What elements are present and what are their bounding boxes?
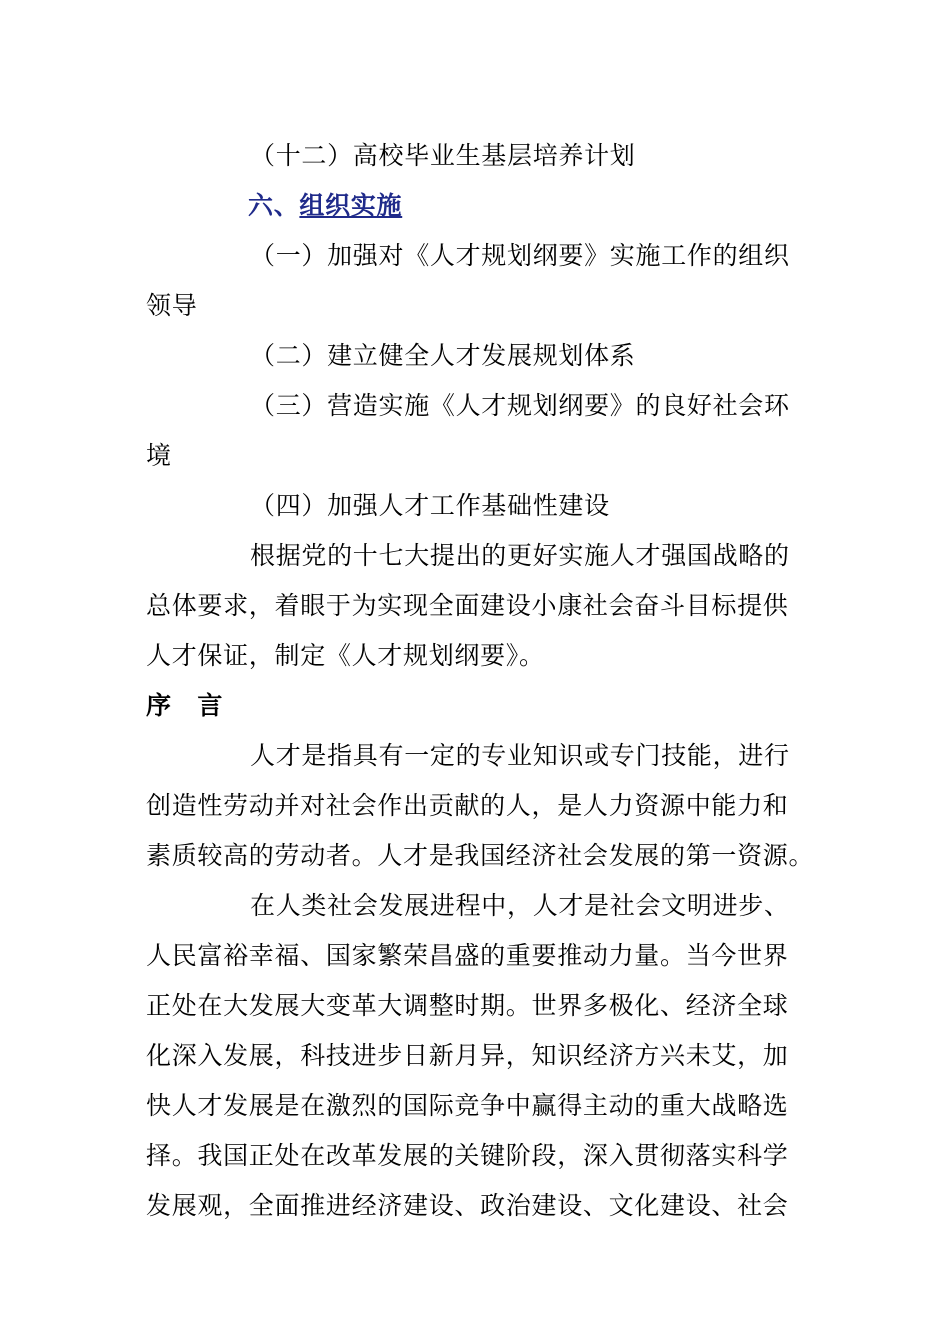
body-paragraph-line: 择。我国正处在改革发展的关键阶段，深入贯彻落实科学 [146, 1141, 789, 1170]
item-one: （一）加强对《人才规划纲要》实施工作的组织 [250, 241, 790, 270]
section-six-title-link[interactable]: 组织实施 [299, 191, 403, 220]
item-twelve: （十二）高校毕业生基层培养计划 [250, 141, 636, 170]
body-paragraph-line: 发展观，全面推进经济建设、政治建设、文化建设、社会 [146, 1191, 789, 1220]
preface-paragraph-line: 人才是指具有一定的专业知识或专门技能，进行 [250, 741, 790, 770]
body-paragraph-line: 快人才发展是在激烈的国际竞争中赢得主动的重大战略选 [146, 1091, 789, 1120]
body-paragraph-line: 在人类社会发展进程中，人才是社会文明进步、 [250, 891, 790, 920]
body-paragraph-line: 正处在大发展大变革大调整时期。世界多极化、经济全球 [146, 991, 789, 1020]
preface-paragraph-line: 创造性劳动并对社会作出贡献的人，是人力资源中能力和 [146, 791, 789, 820]
intro-paragraph-line: 总体要求，着眼于为实现全面建设小康社会奋斗目标提供 [146, 591, 789, 620]
item-one-cont: 领导 [146, 291, 198, 320]
body-paragraph-line: 人民富裕幸福、国家繁荣昌盛的重要推动力量。当今世界 [146, 941, 789, 970]
item-two: （二）建立健全人才发展规划体系 [250, 341, 636, 370]
preface-heading: 序 言 [146, 691, 224, 720]
item-three: （三）营造实施《人才规划纲要》的良好社会环 [250, 391, 790, 420]
item-four: （四）加强人才工作基础性建设 [250, 491, 610, 520]
section-six-prefix: 六、 [248, 191, 300, 220]
section-six-heading[interactable] [248, 186, 402, 222]
intro-paragraph-line: 人才保证，制定《人才规划纲要》。 [146, 641, 545, 670]
intro-paragraph-line: 根据党的十七大提出的更好实施人才强国战略的 [250, 541, 790, 570]
preface-paragraph-line: 素质较高的劳动者。人才是我国经济社会发展的第一资源。 [146, 841, 815, 870]
item-three-cont: 境 [146, 441, 172, 470]
body-paragraph-line: 化深入发展，科技进步日新月异，知识经济方兴未艾，加 [146, 1041, 789, 1070]
